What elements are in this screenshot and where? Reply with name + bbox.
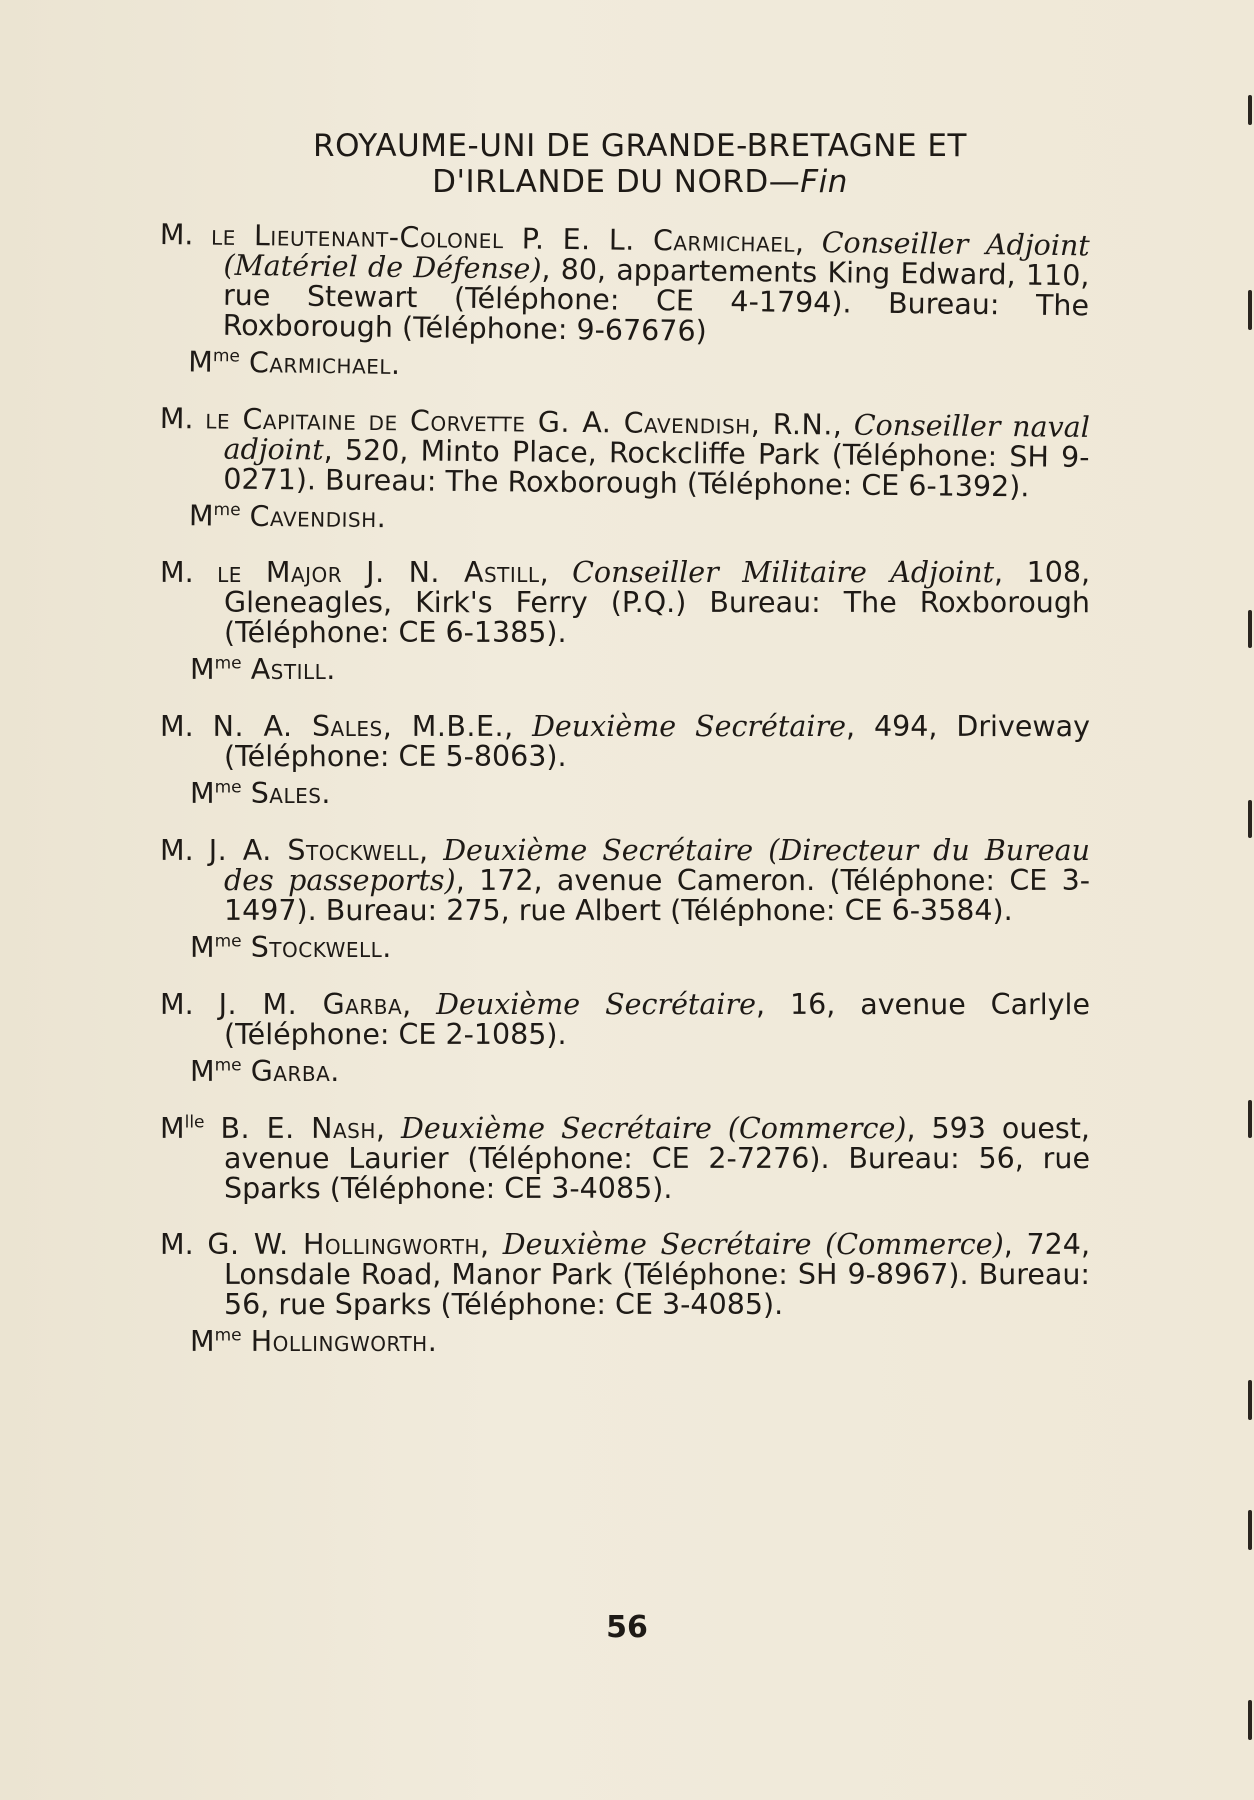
entry-title: Deuxième Secrétaire (Commerce) <box>400 1112 907 1145</box>
spouse-name: Cavendish. <box>249 499 387 535</box>
entry-carmichael <box>158 220 1090 389</box>
entry-main <box>159 220 1090 351</box>
spouse-superscript: me <box>214 931 242 952</box>
entry-name: le Capitaine de Corvette G. A. Cavendish, R.N. <box>205 402 834 442</box>
entry-prefix: M <box>160 1112 185 1145</box>
edge-mark <box>1248 290 1252 330</box>
entry-title: Conseiller Militaire Adjoint <box>572 556 995 589</box>
entry-name: le Lieutenant-Colonel P. E. L. Carmichael <box>210 218 796 259</box>
page-header <box>180 128 1100 200</box>
spouse-name: Hollingworth. <box>250 1325 438 1358</box>
entry-separator: , <box>832 408 854 442</box>
entry-name: J. A. Stockwell <box>208 834 420 867</box>
spouse-name: Garba. <box>250 1055 340 1088</box>
entry-details: , 593 ouest, avenue Laurier (Téléphone: CE 2-7276). Bureau: 56, rue Sparks (Téléphone: CE 3-4085). <box>224 1112 1090 1205</box>
spouse-prefix: M <box>188 499 214 533</box>
entry-separator: , <box>402 988 437 1021</box>
spouse-prefix: M <box>190 653 215 686</box>
entry-prefix: M. <box>159 218 194 252</box>
spouse-name: Astill. <box>250 653 336 686</box>
spouse-superscript: me <box>214 1325 242 1346</box>
spouse-prefix: M <box>190 1325 215 1358</box>
spouse-line <box>159 500 1089 541</box>
entry-hollingworth <box>160 1230 1090 1358</box>
entry-cavendish <box>159 404 1090 541</box>
entry-prefix: M. <box>160 1228 194 1261</box>
spouse-superscript: me <box>212 346 241 367</box>
entry-main <box>160 990 1090 1050</box>
entry-details: , 520, Minto Place, Rockcliffe Park (Téléphone: SH 9-0271). Bureau: The Roxborough (Téléphone: CE 6-1392). <box>223 433 1090 504</box>
header-fin: Fin <box>800 164 848 200</box>
entry-name: N. A. Sales, M.B.E. <box>212 710 505 743</box>
entries-list <box>160 220 1090 1384</box>
entry-stockwell <box>160 836 1090 964</box>
entry-main <box>159 404 1090 503</box>
spouse-prefix: M <box>188 345 214 379</box>
entry-garba <box>160 990 1090 1088</box>
page-number: 56 <box>606 1610 648 1645</box>
spouse-name: Carmichael. <box>248 346 401 381</box>
entry-separator: , <box>480 1228 503 1261</box>
header-line-2-text: D'IRLANDE DU NORD— <box>432 164 801 200</box>
entry-title: Deuxième Secrétaire <box>436 988 756 1021</box>
entry-details: , 724, Lonsdale Road, Manor Park (Téléphone: SH 9-8967). Bureau: 56, rue Sparks (Téléphone: CE 3-4085). <box>224 1228 1090 1321</box>
spouse-name: Stockwell. <box>250 931 392 964</box>
spouse-name: Sales. <box>250 777 331 810</box>
edge-mark <box>1248 1380 1252 1420</box>
entry-name: J. M. Garba <box>218 988 403 1021</box>
spouse-line <box>158 346 1088 389</box>
entry-main <box>160 836 1090 926</box>
entry-nash <box>160 1114 1090 1204</box>
entry-prefix: M. <box>159 402 194 436</box>
spouse-superscript: me <box>213 500 241 521</box>
spouse-prefix: M <box>190 1055 215 1088</box>
entry-separator: , <box>539 556 573 589</box>
header-line-2 <box>180 164 1100 200</box>
entry-prefix-superscript: lle <box>184 1112 205 1133</box>
entry-name: G. W. Hollingworth <box>207 1228 480 1261</box>
spouse-superscript: me <box>214 1055 242 1076</box>
entry-main <box>160 1114 1090 1204</box>
entry-separator: , <box>419 834 444 867</box>
entry-sales <box>160 712 1090 810</box>
spouse-prefix: M <box>190 777 215 810</box>
entry-name: B. E. Nash <box>220 1112 376 1145</box>
entry-details: , 80, appartements King Edward, 110, rue Stewart (Téléphone: CE 4-1794). Bureau: The Roxborough (Téléphone: 9-67676) <box>222 252 1090 348</box>
edge-mark <box>1248 1700 1252 1740</box>
entry-title: Deuxième Secrétaire (Directeur du Bureau des passeports) <box>224 834 1090 897</box>
spouse-line <box>160 654 1090 686</box>
edge-mark <box>1248 1100 1252 1138</box>
entry-main <box>160 558 1090 648</box>
entry-details: , 16, avenue Carlyle (Téléphone: CE 2-1085). <box>224 988 1091 1051</box>
header-line-1: ROYAUME-UNI DE GRANDE-BRETAGNE ET <box>313 128 967 164</box>
spouse-superscript: me <box>214 653 242 674</box>
entry-title: Conseiller Adjoint (Matériel de Défense) <box>223 226 1090 286</box>
spouse-line <box>160 1056 1090 1088</box>
spouse-superscript: me <box>214 777 242 798</box>
edge-mark <box>1248 800 1252 838</box>
entry-main <box>160 712 1090 772</box>
entry-separator: , <box>504 710 533 743</box>
edge-mark <box>1248 1510 1252 1550</box>
spouse-line <box>160 932 1090 964</box>
spouse-line <box>160 1326 1090 1358</box>
spouse-line <box>160 778 1090 810</box>
entry-astill <box>160 558 1090 686</box>
entry-prefix: M. <box>160 834 194 867</box>
entry-title: Conseiller naval adjoint <box>223 408 1090 467</box>
entry-main <box>160 1230 1090 1320</box>
entry-prefix: M. <box>160 710 194 743</box>
spouse-prefix: M <box>190 931 215 964</box>
entry-title: Deuxième Secrétaire <box>532 710 846 743</box>
entry-title: Deuxième Secrétaire (Commerce) <box>502 1228 1004 1261</box>
entry-details: , 108, Gleneagles, Kirk's Ferry (P.Q.) Bureau: The Roxborough (Téléphone: CE 6-1385). <box>224 556 1091 649</box>
entry-prefix: M. <box>160 556 194 589</box>
entry-details: , 494, Driveway (Téléphone: CE 5-8063). <box>224 710 1091 773</box>
entry-separator: , <box>375 1112 401 1145</box>
entry-details: , 172, avenue Cameron. (Téléphone: CE 3-1497). Bureau: 275, rue Albert (Téléphone: CE 6-3584). <box>224 864 1091 927</box>
edge-mark <box>1248 95 1252 125</box>
entry-separator: , <box>794 225 822 260</box>
edge-mark <box>1248 610 1252 648</box>
entry-prefix: M. <box>160 988 194 1021</box>
entry-name: le Major J. N. Astill <box>217 556 540 589</box>
